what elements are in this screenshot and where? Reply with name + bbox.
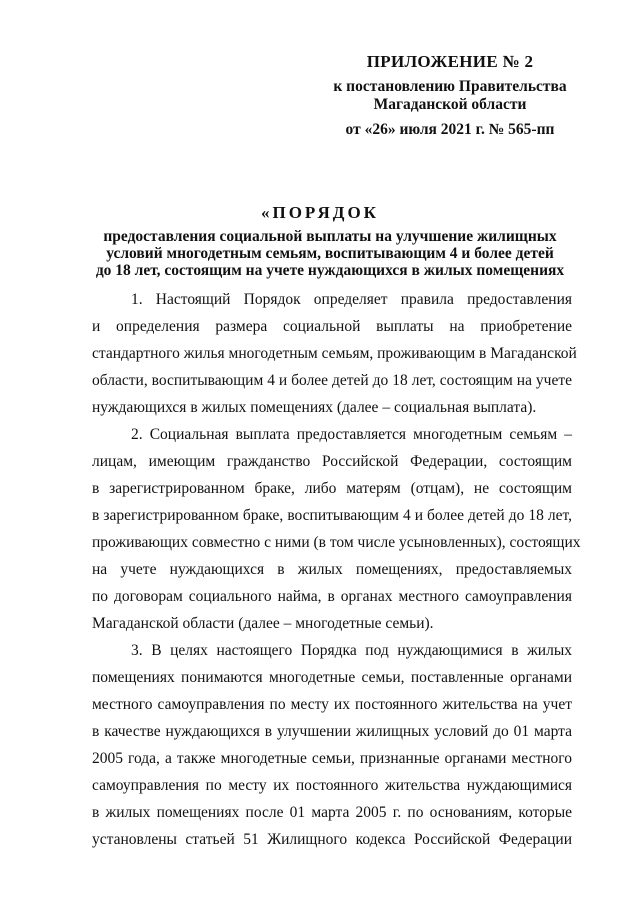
paragraph-3-line: помещениях понимаются многодетные семьи, поставленные органами	[92, 669, 572, 686]
paragraph-1-line: и определения размера социальной выплаты на приобретение	[92, 318, 572, 335]
appendix-resolution-line: к постановлению Правительства	[333, 78, 567, 95]
paragraph-2-line: 2. Социальная выплата предоставляется многодетным семьям –	[131, 426, 572, 443]
subtitle-line: до 18 лет, состоящим на учете нуждающихся в жилых помещениях	[95, 262, 565, 279]
paragraph-1-line: стандартного жилья многодетным семьям, проживающим в Магаданской	[92, 345, 577, 362]
paragraph-2-line: на учете нуждающихся в жилых помещениях, предоставляемых	[92, 561, 572, 578]
paragraph-3-line: самоуправления по месту их постоянного жительства нуждающимися	[92, 777, 572, 794]
paragraph-2-line: лицам, имеющим гражданство Российской Федерации, состоящим	[92, 453, 572, 470]
subtitle-line: условий многодетным семьям, воспитывающим 4 и более детей	[106, 245, 554, 262]
appendix-title: ПРИЛОЖЕНИЕ № 2	[366, 52, 534, 71]
paragraph-1-line: области, воспитывающим 4 и более детей до 18 лет, состоящим на учете	[92, 372, 572, 389]
paragraph-3-line: 2005 года, а также многодетные семьи, признанные органами местного	[92, 750, 572, 767]
paragraph-2-line: Магаданской области (далее – многодетные семьи).	[92, 615, 434, 632]
paragraph-2-line: по договорам социального найма, в органах местного самоуправления	[92, 588, 572, 605]
paragraph-2-line: в зарегистрированном браке, либо матерям (отцам), не состоящим	[92, 480, 572, 497]
paragraph-1-line: 1. Настоящий Порядок определяет правила предоставления	[131, 291, 572, 308]
paragraph-3-line: установлены статьей 51 Жилищного кодекса Российской Федерации	[92, 831, 572, 848]
subtitle-line: предоставления социальной выплаты на улучшение жилищных	[103, 228, 557, 245]
paragraph-3-line: в жилых помещениях после 01 марта 2005 г. по основаниям, которые	[92, 804, 572, 821]
paragraph-2-line: в зарегистрированном браке, воспитывающим 4 и более детей до 18 лет,	[92, 507, 572, 524]
document-subtitle	[80, 228, 580, 279]
paragraph-1-line: нуждающихся в жилых помещениях (далее – социальная выплата).	[92, 399, 537, 416]
appendix-date-line: от «26» июля 2021 г. № 565-пп	[345, 121, 555, 138]
document-title: «ПОРЯДОК	[260, 203, 379, 222]
paragraph-3-line: 3. В целях настоящего Порядка под нуждающимися в жилых	[131, 642, 572, 659]
paragraph-3-line: в качестве нуждающихся в улучшении жилищных условий до 01 марта	[92, 723, 572, 740]
paragraph-2-line: проживающих совместно с ними (в том числе усыновленных), состоящих	[92, 534, 581, 551]
paragraph-3-line: местного самоуправления по месту их постоянного жительства на учет	[92, 696, 572, 713]
appendix-region-line: Магаданской области	[373, 96, 527, 113]
